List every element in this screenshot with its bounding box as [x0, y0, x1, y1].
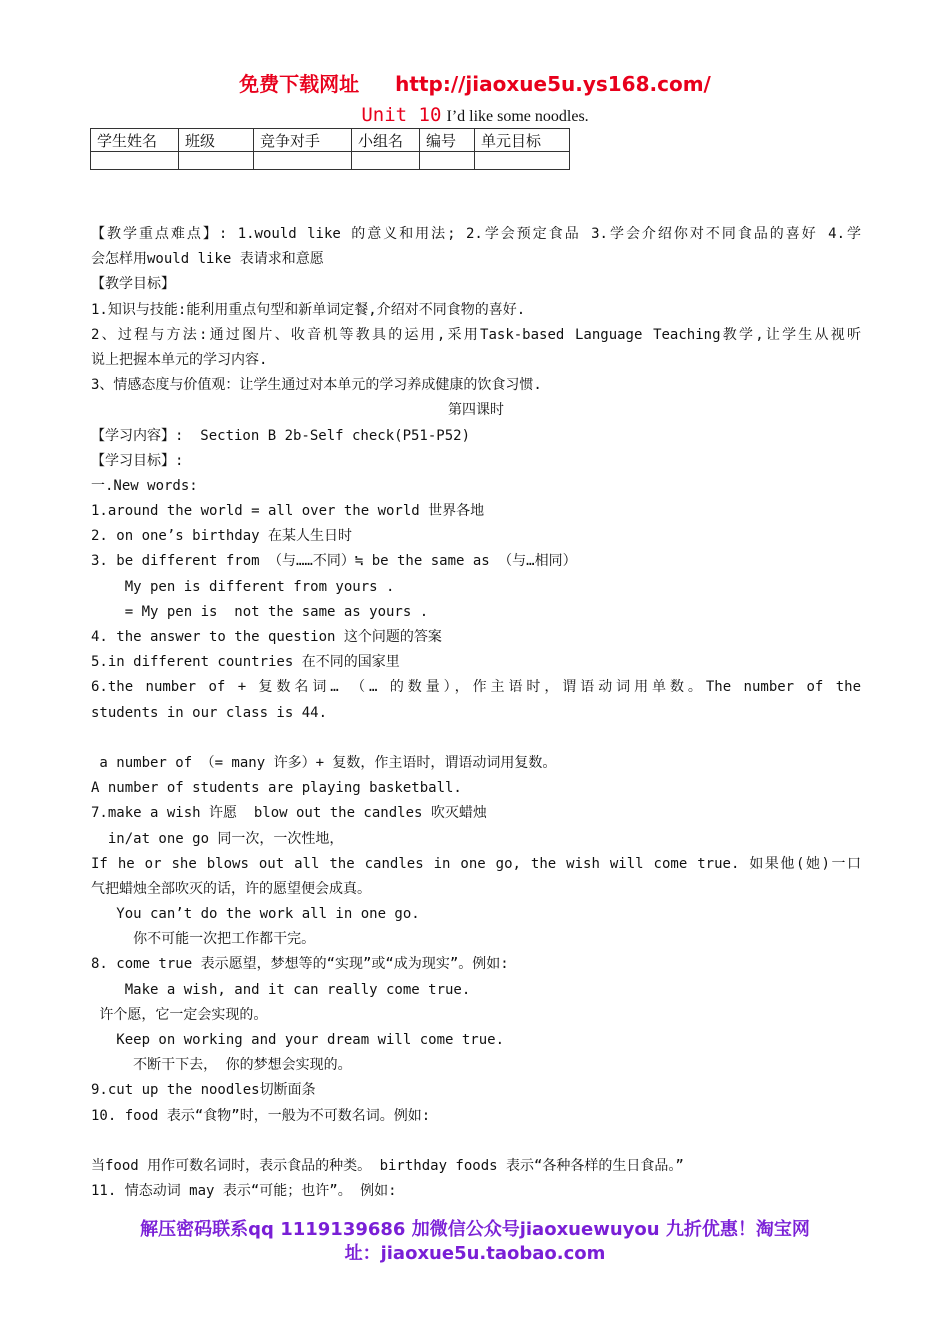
text-line: 你不可能一次把工作都干完。 — [91, 931, 316, 948]
text-line: 一.New words: — [91, 477, 198, 494]
text-line: 当food 用作可数名词时，表示食品的种类。 birthday foods 表示“各种各样的生日食品。” — [91, 1157, 684, 1174]
text-line: 【教学重点难点】: 1.would like 的意义和用法; 2.学会预定食品 3.学会介绍你对不同食品的喜好 4.学 — [91, 226, 861, 242]
text-line: 2. on one’s birthday 在某人生日时 — [91, 528, 353, 545]
text-line: 9.cut up the noodles切断面条 — [91, 1082, 316, 1099]
header-student-name: 学生姓名 — [91, 129, 179, 152]
text-line: 10. food 表示“食物”时，一般为不可数名词。例如: — [91, 1107, 431, 1124]
text-line: 【教学目标】 — [91, 276, 175, 293]
footer-line-2[interactable]: 址：jiaoxue5u.taobao.com — [344, 1243, 606, 1264]
text-line: Keep on working and your dream will come true. — [91, 1032, 505, 1048]
cell-unit-goal[interactable] — [475, 152, 570, 170]
text-line: 3. be different from （与……不同）≒ be the same as （与…相同） — [91, 553, 577, 570]
text-line: If he or she blows out all the candles in one go, the wish will come true. 如果他(她)一口 — [91, 855, 861, 872]
text-line: 说上把握本单元的学习内容. — [91, 351, 268, 368]
header-class: 班级 — [179, 129, 254, 152]
text-line: a number of （= many 许多）+ 复数，作主语时，谓语动词用复数。 — [91, 754, 557, 771]
lesson-content — [91, 222, 861, 1204]
text-line: 1.知识与技能:能利用重点句型和新单词定餐,介绍对不同食物的喜好. — [91, 301, 526, 318]
text-line: 3、情感态度与价值观：让学生通过对本单元的学习养成健康的饮食习惯. — [91, 377, 542, 394]
text-line: 许个愿，它一定会实现的。 — [91, 1006, 268, 1023]
text-line: 【学习目标】: — [91, 452, 184, 469]
student-info-table — [90, 128, 570, 170]
header-unit-goal: 单元目标 — [475, 129, 570, 152]
cell-rival[interactable] — [254, 152, 352, 170]
text-line: Make a wish, and it can really come true. — [91, 981, 471, 998]
table-header-row — [91, 129, 570, 152]
text-line — [91, 1129, 861, 1154]
text-line: 8. come true 表示愿望，梦想等的“实现”或“成为现实”。例如: — [91, 956, 509, 973]
text-line: 5.in different countries 在不同的国家里 — [91, 654, 400, 671]
lesson-period-heading: 第四课时 — [448, 402, 504, 419]
text-line: in/at one go 同一次，一次性地， — [91, 830, 344, 847]
footer-line-1: 解压密码联系qq 1119139686 加微信公众号jiaoxuewuyou 九折优惠！淘宝网 — [140, 1219, 810, 1240]
text-line: 7.make a wish 许愿 blow out the candles 吹灭蜡烛 — [91, 805, 487, 822]
unit-title — [0, 104, 950, 126]
download-site-url[interactable]: http://jiaoxue5u.ys168.com/ — [395, 72, 711, 96]
text-line: 2、过程与方法:通过图片、收音机等教具的运用,采用Task-based Language Teaching教学,让学生从视听 — [91, 326, 861, 343]
cell-group-name[interactable] — [352, 152, 420, 170]
text-line: 【学习内容】: Section B 2b-Self check(P51-P52) — [91, 427, 471, 444]
text-line: 不断干下去， 你的梦想会实现的。 — [91, 1057, 352, 1074]
text-line: My pen is different from yours . — [91, 578, 395, 595]
table-blank-row — [91, 152, 570, 170]
download-site-header — [0, 68, 950, 97]
cell-class[interactable] — [179, 152, 254, 170]
header-rival: 竞争对手 — [254, 129, 352, 152]
text-line: A number of students are playing basketball. — [91, 780, 462, 797]
text-line: students in our class is 44. — [91, 704, 328, 721]
cell-student-name[interactable] — [91, 152, 179, 170]
text-line: 气把蜡烛全部吹灭的话，许的愿望便会成真。 — [91, 880, 371, 897]
download-site-label: 免费下载网址 — [239, 72, 360, 96]
header-group-name: 小组名 — [352, 129, 420, 152]
unit-title-text: I’d like some noodles. — [446, 108, 589, 125]
contact-footer — [0, 1218, 950, 1266]
text-line: 会怎样用would like 表请求和意愿 — [91, 251, 324, 268]
text-line: 11. 情态动词 may 表示“可能；也许”。 例如: — [91, 1183, 397, 1200]
header-number: 编号 — [420, 129, 475, 152]
unit-number: Unit 10 — [361, 104, 442, 126]
text-line: You can’t do the work all in one go. — [91, 906, 420, 923]
text-line: 1.around the world = all over the world 世界各地 — [91, 503, 485, 520]
text-line: = My pen is not the same as yours . — [91, 603, 429, 620]
cell-number[interactable] — [420, 152, 475, 170]
text-line: 6.the number of + 复数名词… （… 的数量），作主语时，谓语动词用单数。The number of the — [91, 679, 861, 696]
text-line — [91, 726, 861, 751]
text-line: 4. the answer to the question 这个问题的答案 — [91, 629, 442, 645]
